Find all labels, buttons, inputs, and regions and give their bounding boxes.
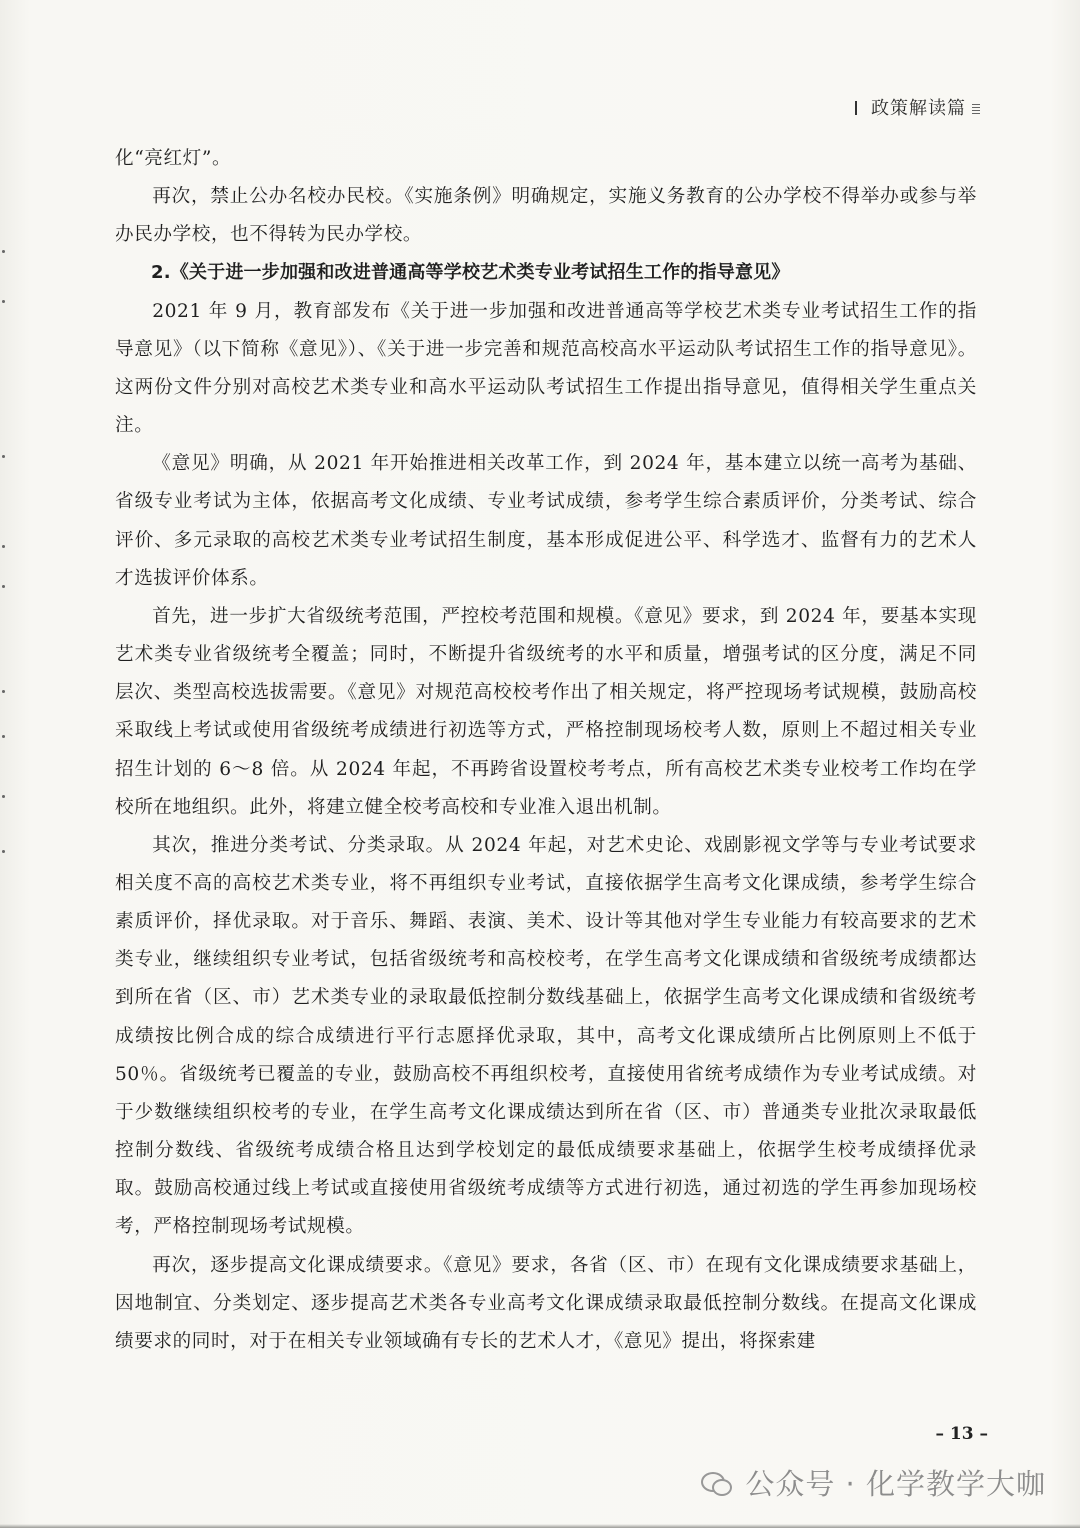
paragraph: 再次，逐步提高文化课成绩要求。《意见》要求，各省（区、市）在现有文化课成绩要求基础上，因地制宜、分类划定、逐步提高艺术类各专业高考文化课成绩录取最低控制分数线。在提高文化课成绩要求的同时，对于在相关专业领域确有专长的艺术人才，《意见》提出，将探索建	[115, 1254, 977, 1352]
paragraph-continuation: 化“亮红灯”。	[115, 148, 232, 169]
paragraph: 其次，推进分类考试、分类录取。从 2024 年起，对艺术史论、戏剧影视文学等与专业考试要求相关度不高的高校艺术类专业，将不再组织专业考试，直接依据学生高考文化课成绩，参考学生综合素质评价，择优录取。对于音乐、舞蹈、表演、美术、设计等其他对学生专业能力有较高要求的艺术类专业，继续组织专业考试，包括省级统考和高校校考，在学生高考文化课成绩和省级统考成绩都达到所在省（区、市）艺术类专业的录取最低控制分数线基础上，依据学生高考文化课成绩和省级统考成绩按比例合成的综合成绩进行平行志愿择优录取，其中，高考文化课成绩所占比例原则上不低于 50％。省级统考已覆盖的专业，鼓励高校不再组织校考，直接使用省统考成绩作为专业考试成绩。对于少数继续组织校考的专业，在学生高考文化课成绩达到所在省（区、市）普通类专业批次录取最低控制分数线、省级统考成绩合格且达到学校划定的最低成绩要求基础上，依据学生校考成绩择优录取。鼓励高校通过线上考试或直接使用省级统考成绩等方式进行初选，通过初选的学生再参加现场校考，严格控制现场考试规模。	[115, 834, 977, 1238]
paragraph: 再次，禁止公办名校办民校。《实施条例》明确规定，实施义务教育的公办学校不得举办或参与举办民办学校，也不得转为民办学校。	[115, 186, 977, 246]
paragraph: 《意见》明确，从 2021 年开始推进相关改革工作，到 2024 年，基本建立以统一高考为基础、省级专业考试为主体，依据高考文化成绩、专业考试成绩，参考学生综合素质评价，分类考试、综合评价、多元录取的高校艺术类专业考试招生制度，基本形成促进公平、科学选才、监督有力的艺术人才选拔评价体系。	[115, 453, 977, 589]
body-text	[115, 140, 977, 1361]
watermark	[701, 1462, 1046, 1503]
running-header	[855, 94, 980, 120]
page-number: – 13 –	[935, 1424, 988, 1444]
header-ornament-icon	[972, 104, 980, 114]
watermark-text: 公众号 · 化学教学大咖	[745, 1467, 1046, 1501]
section-heading: 2.《关于进一步加强和改进普通高等学校艺术类专业考试招生工作的指导意见》	[151, 262, 790, 284]
header-divider	[855, 101, 857, 115]
paragraph: 首先，进一步扩大省级统考范围，严控校考范围和规模。《意见》要求，到 2024 年，要基本实现艺术类专业省级统考全覆盖；同时，不断提升省级统考的水平和质量，增强考试的区分度，满足不同层次、类型高校选拔需要。《意见》对规范高校校考作出了相关规定，将严控现场考试规模，鼓励高校采取线上考试或使用省级统考成绩进行初选等方式，严格控制现场校考人数，原则上不超过相关专业招生计划的 6～8 倍。从 2024 年起，不再跨省设置校考考点，所有高校艺术类专业校考工作均在学校所在地组织。此外，将建立健全校考高校和专业准入退出机制。	[115, 605, 977, 818]
wechat-icon	[701, 1470, 731, 1496]
paragraph: 2021 年 9 月，教育部发布《关于进一步加强和改进普通高等学校艺术类专业考试招生工作的指导意见》（以下简称《意见》）、《关于进一步完善和规范高校高水平运动队考试招生工作的指导意见》。这两份文件分别对高校艺术类专业和高水平运动队考试招生工作提出指导意见，值得相关学生重点关注。	[115, 300, 977, 437]
page-bottom-edge	[0, 1524, 1080, 1528]
section-title: 政策解读篇	[871, 98, 966, 119]
